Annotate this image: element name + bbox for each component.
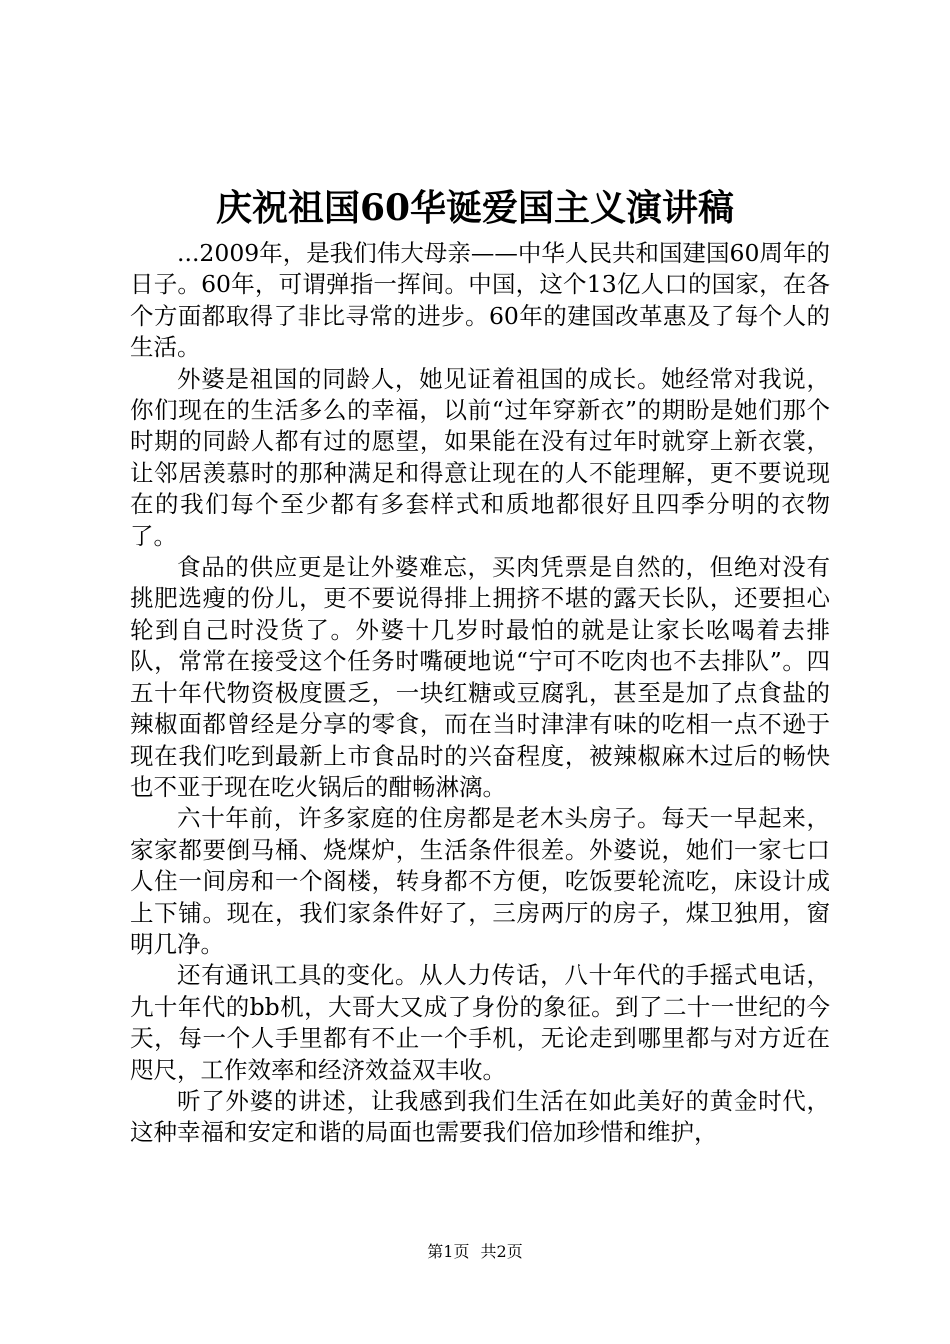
paragraph: 六十年前，许多家庭的住房都是老木头房子。每天一早起来，家家都要倒马桶、烧煤炉，生活条件很差。外婆说，她们一家七口人住一间房和一个阁楼，转身都不方便，吃饭要轮流吃，床设计成上下铺。现在，我们家条件好了，三房两厅的房子，煤卫独用，窗明几净。 — [130, 804, 830, 958]
paragraph: 还有通讯工具的变化。从人力传话，八十年代的手摇式电话，九十年代的bb机，大哥大又成了身份的象征。到了二十一世纪的今天，每一个人手里都有不止一个手机，无论走到哪里都与对方近在咫尺，工作效率和经济效益双丰收。 — [130, 961, 830, 1084]
paragraph: 外婆是祖国的同龄人，她见证着祖国的成长。她经常对我说，你们现在的生活多么的幸福，以前“过年穿新衣”的期盼是她们那个时期的同龄人都有过的愿望，如果能在没有过年时就穿上新衣裳，让邻居羡慕时的那种满足和得意让现在的人不能理解，更不要说现在的我们每个至少都有多套样式和质地都很好且四季分明的衣物了。 — [130, 364, 830, 550]
paragraph: 食品的供应更是让外婆难忘，买肉凭票是自然的，但绝对没有挑肥选瘦的份儿，更不要说得排上拥挤不堪的露天长队，还要担心轮到自己时没货了。外婆十几岁时最怕的就是让家长吆喝着去排队，常常在接受这个任务时嘴硬地说“宁可不吃肉也不去排队”。四五十年代物资极度匮乏，一块红糖或豆腐乳，甚至是加了点食盐的辣椒面都曾经是分享的零食，而在当时津津有味的吃相一点不逊于现在我们吃到最新上市食品时的兴奋程度，被辣椒麻木过后的畅快也不亚于现在吃火锅后的酣畅淋漓。 — [130, 553, 830, 801]
document-body — [130, 238, 830, 1149]
document-title: 庆祝祖国60华诞爱国主义演讲稿 — [215, 187, 735, 229]
page-total: 共2页 — [480, 1242, 523, 1261]
page-number: 第1页 — [427, 1242, 470, 1261]
paragraph: 听了外婆的讲述，让我感到我们生活在如此美好的黄金时代，这种幸福和安定和谐的局面也需要我们倍加珍惜和维护， — [130, 1086, 830, 1147]
paragraph: ...2009年，是我们伟大母亲——中华人民共和国建国60周年的日子。60年，可谓弹指一挥间。中国，这个13亿人口的国家，在各个方面都取得了非比寻常的进步。60年的建国改革惠及了每个人的生活。 — [130, 239, 830, 362]
page-footer — [0, 1242, 950, 1262]
